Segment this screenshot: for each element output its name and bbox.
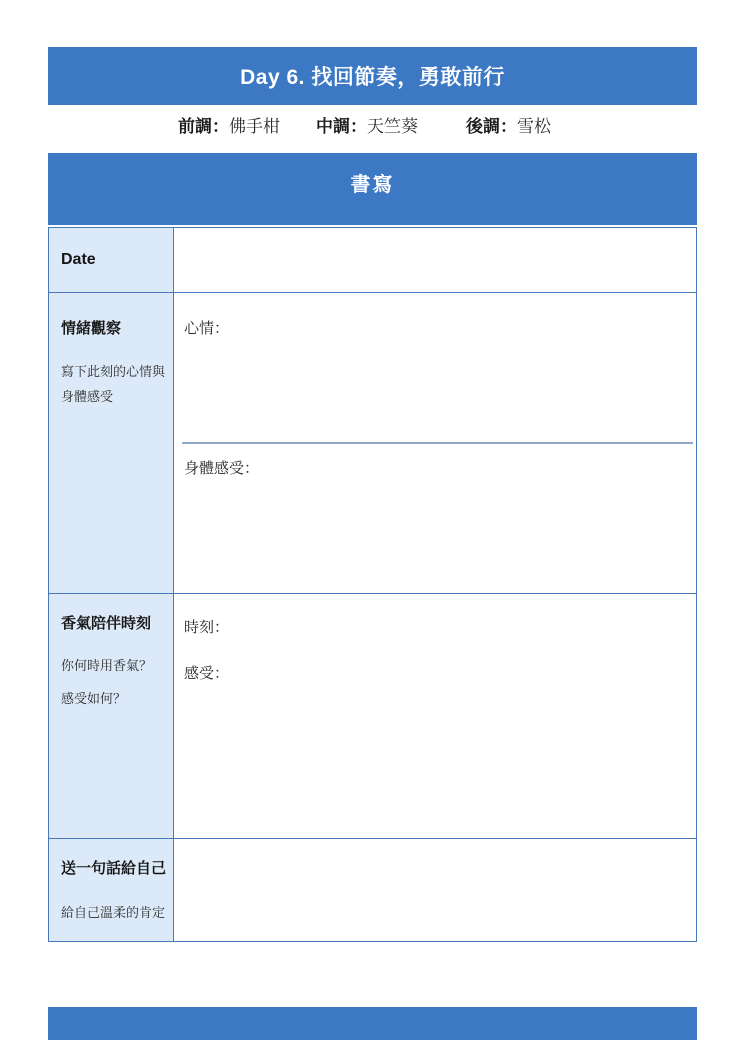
scent-notes-line (0, 111, 740, 137)
writing-section-bar (48, 153, 697, 225)
time-field-label: 時刻： (184, 619, 230, 636)
emotion-label-cell (49, 293, 174, 594)
date-input-area[interactable] (174, 228, 696, 293)
writing-section-title: 書寫 (350, 173, 395, 196)
scent-when-question: 你何時用香氣？ (61, 658, 153, 673)
middle-note-value: 天竺葵 (367, 116, 418, 136)
scent-feel-question: 感受如何？ (61, 691, 127, 706)
scent-moment-label-cell (49, 594, 174, 839)
mood-field-label: 心情： (184, 320, 230, 337)
self-message-input-area[interactable] (174, 839, 696, 941)
self-message-heading: 送一句話給自己 (61, 860, 167, 877)
base-note-value: 雪松 (517, 116, 551, 136)
emotion-cell-divider (182, 442, 693, 444)
self-message-description: 給自己溫柔的肯定 (61, 905, 166, 920)
date-label-cell (49, 228, 174, 293)
day-title: Day 6. 找回節奏，勇敢前行 (240, 66, 505, 89)
base-note-label: 後調： (466, 116, 517, 136)
top-note (178, 112, 280, 137)
emotion-input-area[interactable] (174, 293, 696, 594)
body-feeling-field-label: 身體感受： (184, 460, 260, 477)
self-message-label-cell (49, 839, 174, 941)
feeling-field-label: 感受： (184, 665, 230, 682)
scent-moment-input-area[interactable] (174, 594, 696, 839)
day-header-bar (48, 47, 697, 105)
top-note-label: 前調： (178, 116, 229, 136)
writing-table (48, 227, 697, 942)
scent-moment-heading: 香氣陪伴時刻 (61, 615, 152, 632)
emotion-description: 寫下此刻的心情與身體感受 (61, 364, 166, 404)
middle-note (316, 112, 418, 137)
middle-note-label: 中調： (316, 116, 367, 136)
date-heading: Date (61, 251, 96, 268)
scent-notes-inner (178, 112, 551, 137)
top-note-value: 佛手柑 (229, 116, 280, 136)
footer-bar (48, 1007, 697, 1040)
emotion-heading: 情緒觀察 (61, 320, 122, 337)
base-note (466, 112, 551, 137)
